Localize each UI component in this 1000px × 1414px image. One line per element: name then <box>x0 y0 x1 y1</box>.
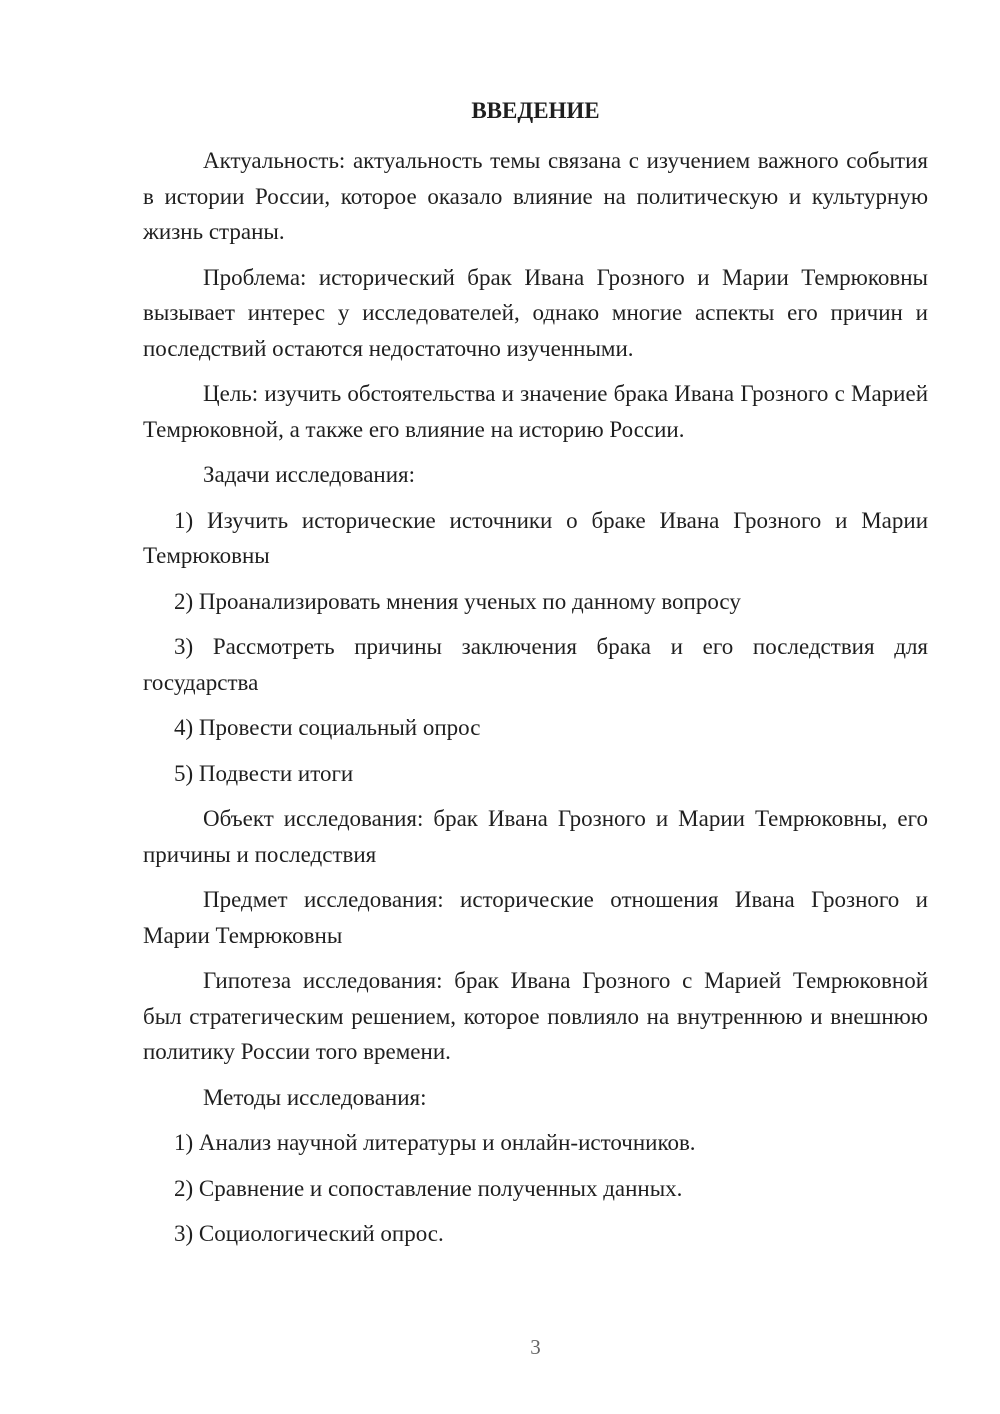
subject-paragraph: Предмет исследования: исторические отношения Ивана Грозного и Марии Темрюковны <box>143 887 928 948</box>
task-item: 5) Подвести итоги <box>174 760 354 786</box>
section-title: ВВЕДЕНИЕ <box>471 98 600 123</box>
task-item: 1) Изучить исторические источники о браке Ивана Грозного и Марии Темрюковны <box>143 507 928 568</box>
method-item: 2) Сравнение и сопоставление полученных данных. <box>174 1175 683 1201</box>
document-body <box>143 143 928 1252</box>
problem-paragraph: Проблема: исторический брак Ивана Грозного и Марии Темрюковны вызывает интерес у исследователей, однако многие аспекты его причин и последствий остаются недостаточно изученными. <box>143 264 928 361</box>
methods-heading: Методы исследования: <box>203 1084 427 1110</box>
method-item: 1) Анализ научной литературы и онлайн-источников. <box>174 1130 696 1155</box>
document-page <box>143 0 928 1414</box>
method-item: 3) Социологический опрос. <box>174 1221 444 1246</box>
page-number: 3 <box>530 1335 541 1359</box>
task-item: 3) Рассмотреть причины заключения брака и его последствия для государства <box>143 634 928 695</box>
relevance-paragraph: Актуальность: актуальность темы связана с изучением важного события в истории России, которое оказало влияние на политическую и культурную жизнь страны. <box>143 148 928 244</box>
task-item: 4) Провести социальный опрос <box>174 715 481 740</box>
object-paragraph: Объект исследования: брак Ивана Грозного и Марии Темрюковны, его причины и последствия <box>143 806 928 867</box>
task-item: 2) Проанализировать мнения ученых по данному вопросу <box>174 588 741 614</box>
tasks-heading: Задачи исследования: <box>203 462 416 487</box>
hypothesis-paragraph: Гипотеза исследования: брак Ивана Грозного с Марией Темрюковной был стратегическим решением, которое повлияло на внутреннюю и внешнюю политику России того времени. <box>143 968 928 1064</box>
goal-paragraph: Цель: изучить обстоятельства и значение брака Ивана Грозного с Марией Темрюковной, а также его влияние на историю России. <box>143 381 928 442</box>
